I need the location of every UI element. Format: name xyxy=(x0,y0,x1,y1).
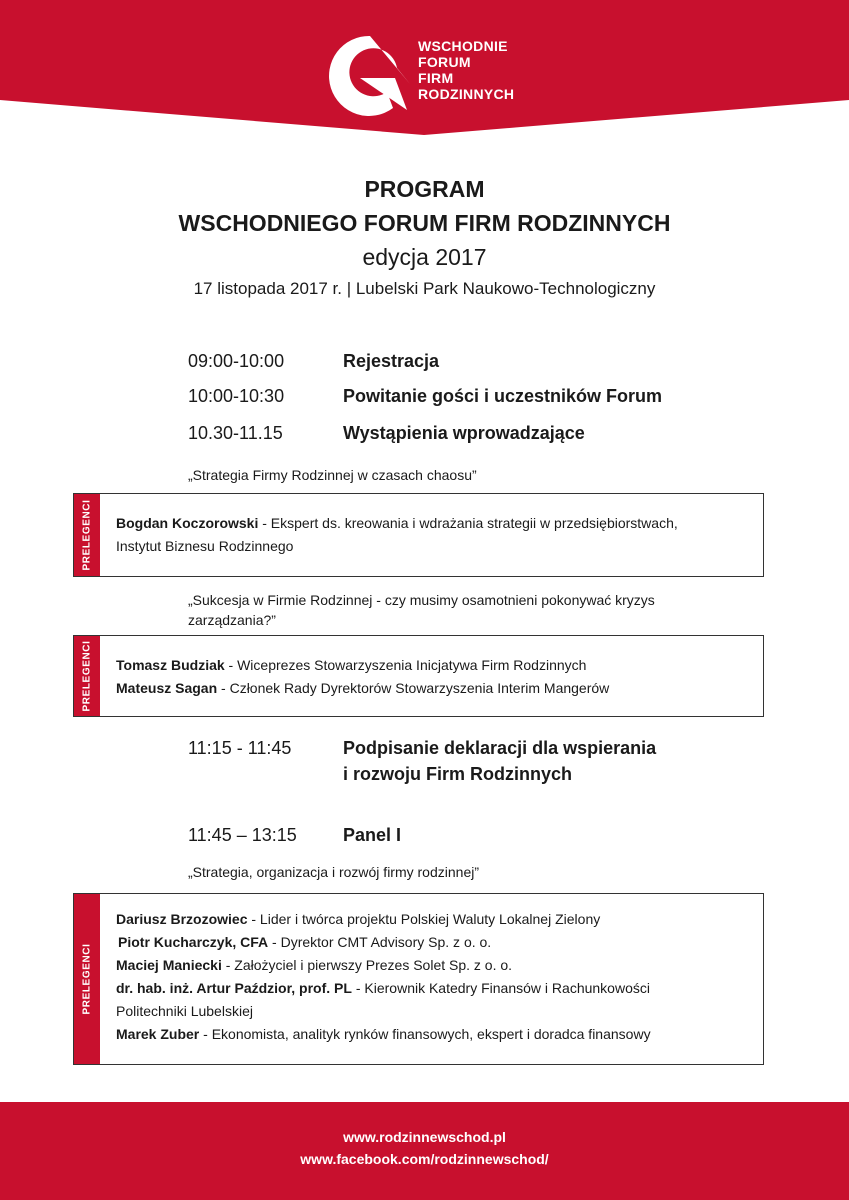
speaker-line xyxy=(116,954,755,977)
schedule-label: Wystąpienia wprowadzające xyxy=(343,423,585,443)
logo-line-4: RODZINNYCH xyxy=(418,86,515,102)
logo-line-3: FIRM xyxy=(418,70,454,86)
speaker-name: dr. hab. inż. Artur Paździor, prof. PL xyxy=(116,980,352,996)
speakers-tag-label: PRELEGENCI xyxy=(81,499,93,571)
title-block xyxy=(0,172,849,304)
speaker-list xyxy=(116,908,755,1046)
website-link[interactable]: www.rodzinnewschod.pl xyxy=(343,1129,506,1145)
speakers-tag xyxy=(74,894,100,1064)
speakers-tag-label: PRELEGENCI xyxy=(81,943,93,1015)
schedule-label: Powitanie gości i uczestników Forum xyxy=(343,386,663,406)
speaker-list xyxy=(116,512,755,558)
speaker-line xyxy=(116,1000,755,1023)
speaker-desc: - Kierownik Katedry Finansów i Rachunkowości xyxy=(351,980,650,996)
footer-band xyxy=(0,1102,849,1200)
speaker-line xyxy=(116,977,755,1000)
speaker-line xyxy=(116,677,755,700)
speakers-box-1 xyxy=(73,493,764,577)
speaker-name: Mateusz Sagan xyxy=(116,680,218,696)
talk-title-2 xyxy=(188,590,728,630)
schedule-label-line2: i rozwoju Firm Rodzinnych xyxy=(343,764,572,784)
logo-mark-icon xyxy=(329,36,410,116)
speakers-box-2 xyxy=(73,635,764,717)
schedule-label-line1: Podpisanie deklaracji dla wspierania xyxy=(343,738,657,758)
speaker-desc: - Lider i twórca projektu Polskiej Waluty Lokalnej Zielony xyxy=(247,911,601,927)
speaker-desc: - Ekspert ds. kreowania i wdrażania strategii w przedsiębiorstwach, xyxy=(258,515,678,531)
schedule-time: 09:00-10:00 xyxy=(188,351,285,371)
speaker-desc: - Członek Rady Dyrektorów Stowarzyszenia Interim Mangerów xyxy=(217,680,610,696)
forum-title: WSCHODNIEGO FORUM FIRM RODZINNYCH xyxy=(178,210,671,236)
talk-title-1: „Strategia Firmy Rodzinnej w czasach chaosu” xyxy=(188,467,477,483)
logo-line-1: WSCHODNIE xyxy=(418,38,508,54)
program-title: PROGRAM xyxy=(364,176,485,202)
date-venue: 17 listopada 2017 r. | Lubelski Park Naukowo-Technologiczny xyxy=(193,279,656,298)
speaker-desc: - Dyrektor CMT Advisory Sp. z o. o. xyxy=(268,934,492,950)
schedule-label: Rejestracja xyxy=(343,351,440,371)
speaker-desc: - Założyciel i pierwszy Prezes Solet Sp. z o. o. xyxy=(221,957,513,973)
speakers-tag xyxy=(74,636,100,716)
speaker-name: Dariusz Brzozowiec xyxy=(116,911,248,927)
speaker-line xyxy=(116,535,755,558)
speaker-line xyxy=(116,654,755,677)
logo-line-2: FORUM xyxy=(418,54,471,70)
speaker-list xyxy=(116,654,755,700)
talk-title-2-line2: zarządzania?” xyxy=(188,612,276,628)
speaker-desc: Politechniki Lubelskiej xyxy=(116,1003,253,1019)
facebook-link[interactable]: www.facebook.com/rodzinnewschod/ xyxy=(300,1151,549,1167)
speaker-line xyxy=(116,908,755,931)
speakers-tag xyxy=(74,494,100,576)
speaker-line xyxy=(116,1023,755,1046)
schedule-label: Panel I xyxy=(343,825,402,845)
talk-title-3: „Strategia, organizacja i rozwój firmy rodzinnej” xyxy=(188,864,479,880)
edition: edycja 2017 xyxy=(362,244,487,270)
speaker-name: Marek Zuber xyxy=(116,1026,200,1042)
speaker-name: Piotr Kucharczyk, CFA xyxy=(118,934,269,950)
talk-title-2-line1: „Sukcesja w Firmie Rodzinnej - czy musimy osamotnieni pokonywać kryzys xyxy=(188,592,655,608)
speaker-name: Maciej Maniecki xyxy=(116,957,222,973)
speaker-name: Tomasz Budziak xyxy=(116,657,225,673)
schedule-time: 10.30-11.15 xyxy=(188,423,283,443)
speaker-desc: - Wiceprezes Stowarzyszenia Inicjatywa Firm Rodzinnych xyxy=(224,657,587,673)
speakers-box-3 xyxy=(73,893,764,1065)
speakers-tag-label: PRELEGENCI xyxy=(81,640,93,712)
speaker-name: Bogdan Koczorowski xyxy=(116,515,259,531)
schedule-time: 10:00-10:30 xyxy=(188,386,285,406)
schedule-time: 11:45 – 13:15 xyxy=(188,825,297,845)
speaker-desc: - Ekonomista, analityk rynków finansowych, ekspert i doradca finansowy xyxy=(199,1026,651,1042)
schedule-time: 11:15 - 11:45 xyxy=(188,738,292,758)
speaker-line xyxy=(116,931,755,954)
speaker-line xyxy=(116,512,755,535)
schedule-label xyxy=(343,735,656,787)
speaker-desc: Instytut Biznesu Rodzinnego xyxy=(116,538,294,554)
logo-text xyxy=(418,38,514,102)
